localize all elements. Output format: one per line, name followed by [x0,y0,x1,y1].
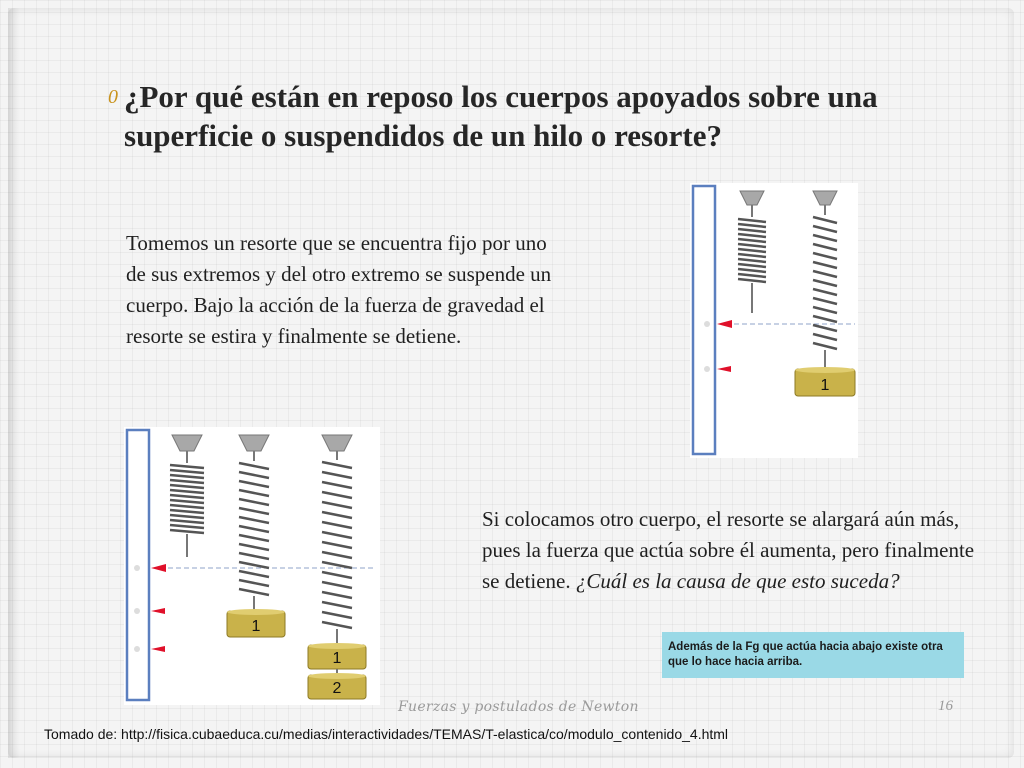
spring-mount [813,191,837,205]
weight-block [227,609,285,637]
source-note: Tomado de: http://fisica.cubaeduca.cu/medias/interactividades/TEMAS/T-elastica/co/modulo_contenido_4.html [44,726,729,742]
spring-figure-top [690,183,858,458]
ruler-mark [704,321,710,327]
spring-coils-stretched [813,217,837,349]
marker-arrow [151,608,165,614]
weight-block [308,673,366,699]
paragraph-second-body [482,504,982,597]
weight-block [795,367,855,396]
spring-mount [239,435,269,451]
weight-label: 1 [332,650,342,667]
ruler-bar [693,186,715,454]
question-bullet-item [108,78,888,156]
page-number: 16 [938,698,953,714]
paragraph-second-text: Si colocamos otro cuerpo, el resorte se alargará aún más, pues la fuerza que actúa sobre él aumenta, pero finalmente se detiene. [482,507,975,593]
ruler-mark [704,366,710,372]
marker-arrow [151,646,165,652]
spring-figure-bottom [124,427,380,705]
spring-diagram-single [690,183,858,458]
answer-box: Además de la Fg que actúa hacia abajo existe otra que lo hace hacia arriba. [662,632,964,678]
question-title: ¿Por qué están en reposo los cuerpos apoyados sobre una superficie o suspendidos de un hilo o resorte? [124,79,878,153]
spring-mount [172,435,202,451]
paragraph-second-question: ¿Cuál es la causa de que esto suceda? [575,569,900,593]
marker-arrow [151,564,166,572]
spring-mount [740,191,764,205]
spring-coils-stretched [322,462,352,628]
spring-mount [322,435,352,451]
weight-block [308,643,366,669]
bullet-marker: 0 [108,86,118,108]
weight-label: 1 [820,377,830,394]
marker-arrow [717,366,731,372]
spring-coils-stretched [239,463,269,595]
spring-diagram-comparison [124,427,380,705]
ruler-bar [127,430,149,700]
paragraph-spring-intro: Tomemos un resorte que se encuentra fijo por uno de sus extremos y del otro extremo se suspende un cuerpo. Bajo la acción de la fuerza de gravedad el resorte se estira y finalmente se detiene. [126,231,552,348]
footer-label: Fuerzas y postulados de Newton [398,699,639,715]
spring-coils-compressed [738,219,766,282]
weight-label: 1 [251,618,261,635]
weight-label: 2 [332,680,342,697]
ruler-mark [134,565,140,571]
spring-coils-compressed [170,465,204,533]
marker-arrow [717,320,732,328]
ruler-mark [134,646,140,652]
ruler-mark [134,608,140,614]
